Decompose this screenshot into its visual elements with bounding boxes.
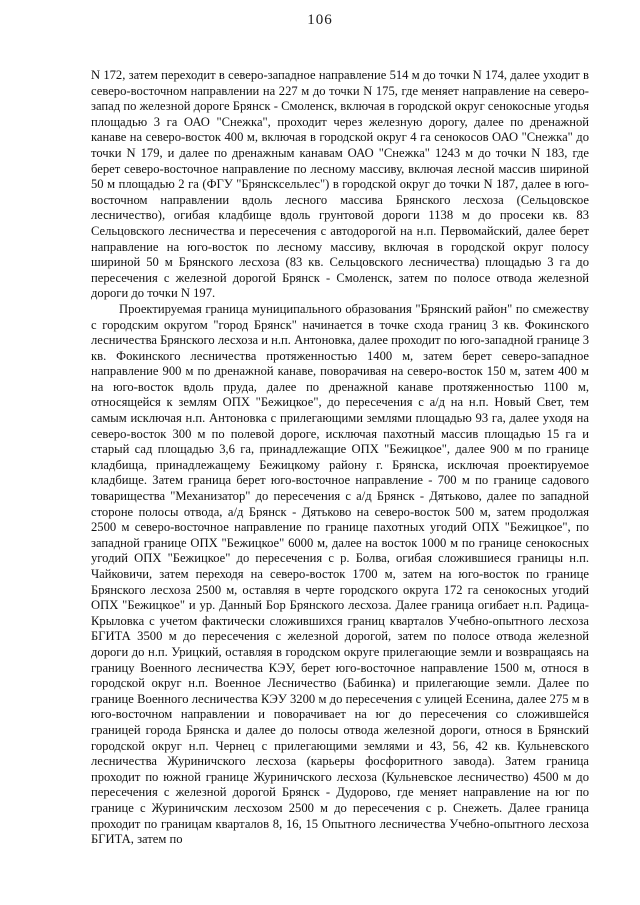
paragraph-boundary-description: Проектируемая граница муниципального образования "Брянский район" по смежеству с городским округом "город Брянск" начинается в точке схода границ 3 кв. Фокинского лесничества Брянского лесхоза и н.п. Антоновка, далее проходит по юго-западной границе 3 кв. Фокинского лесничества протяженностью 1400 м, затем берет северо-западное направление 900 м по дренажной канаве, поворачивая на северо-восток 150 м, затем 400 м на юго-восток вдоль пруда, далее по дренажной канаве протяженностью 1100 м, относящейся к землям ОПХ "Бежицкое", до пересечения с а/д на н.п. Новый Свет, тем самым исключая н.п. Антоновка с прилегающими землями площадью 93 га, далее уходя на северо-восток 300 м по полевой дороге, исключая пахотный массив площадью 15 га и старый сад площадью 3,6 га, принадлежащие ОПХ "Бежицкое", далее 900 м по границе кладбища, принадлежащему Бежицкому району г. Брянска, исключая проектируемое кладбище. Затем граница берет юго-восточное направление - 700 м по границе садового товарищества "Механизатор" до пересечения с а/д Брянск - Дятьково, далее по западной стороне полосы отвода, а/д Брянск - Дятьково на северо-восток 500 м, затем продолжая 2500 м северо-восточное направление по границе пахотных угодий ОПХ "Бежицкое", по западной границе ОПХ "Бежицкое" 6000 м, далее на восток 1000 м по границе сенокосных угодий ОПХ "Бежицкое" до пересечения с р. Болва, огибая сложившиеся границы н.п. Чайковичи, затем переходя на северо-восток 1700 м, затем на юго-восток по границе Брянского лесхоза 2500 м, оставляя в черте городского округа 172 га сенокосных угодий ОПХ "Бежицкое" и ур. Данный Бор Брянского лесхоза. Далее граница огибает н.п. Радица-Крыловка с учетом фактически сложившихся границ кварталов Учебно-опытного лесхоза БГИТА 3500 м до пересечения с железной дорогой, затем по полосе отвода железной дороги до н.п. Урицкий, оставляя в городском округе прилегающие земли и возвращаясь на границу Военного лесничества КЭУ, берет юго-восточное направление 1500 м, относя в городской округ н.п. Военное Лесничество (Бабинка) и прилегающие земли. Далее по границе Военного лесничества КЭУ 3200 м до пересечения с улицей Есенина, далее 275 м в юго-восточном направлении и поворачивает на юг до пересечения со сложившейся границей города Брянска и далее до полосы отвода железной дороги, относя в Брянский городской округ н.п. Чернец с прилегающими землями и 43, 56, 42 кв. Кульневского лесничества Журиничского лесхоза (карьеры фосфоритного завода). Затем граница проходит по южной границе Журиничского лесхоза (Кульневское лесничество) 4500 м до пересечения с железной дорогой Брянск - Дудорово, где меняет направление на юг по границе с Журиничским лесхозом 2500 м до пересечения с р. Снежеть. Далее граница проходит по границам кварталов 8, 16, 15 Опытного лесничества Учебно-опытного лесхоза БГИТА, затем по (91, 301, 589, 847)
page-number: 106 (307, 12, 333, 28)
document-body (91, 68, 589, 848)
paragraph-continuation: N 172, затем переходит в северо-западное направление 514 м до точки N 174, далее уходит в северо-восточном направлении на 227 м до точки N 175, где меняет направление на северо-запад по железной дороге Брянск - Смоленск, включая в городской округ сенокосные угодья площадью 3 га ОАО "Снежка", проходит через железную дорогу, далее по дренажной канаве на северо-восток 400 м, включая в городской округ 4 га сенокосов ОАО "Снежка" до точки N 179, и далее по дренажным канавам ОАО "Снежка" 1243 м до точки N 183, где берет северо-восточное направление по лесному массиву, включая лесной массив шириной 50 м площадью 2 га (ФГУ "Брянсксельлес") в городской округ до точки N 187, далее в юго-восточном направлении вдоль лесного массива Брянского лесхоза (Сельцовское лесничество), огибая кладбище вдоль грунтовой дороги 1138 м до просеки кв. 83 Сельцовского лесничества и пересечения с автодорогой на н.п. Первомайский, далее берет направление на юго-восток по лесному массиву, включая в городской округ полосу шириной 50 м Брянского лесхоза (83 кв. Сельцовского лесничества) площадью 3 га до пересечения с железной дорогой Брянск - Смоленск, затем по полосе отвода железной дороги до точки N 197. (91, 68, 589, 301)
